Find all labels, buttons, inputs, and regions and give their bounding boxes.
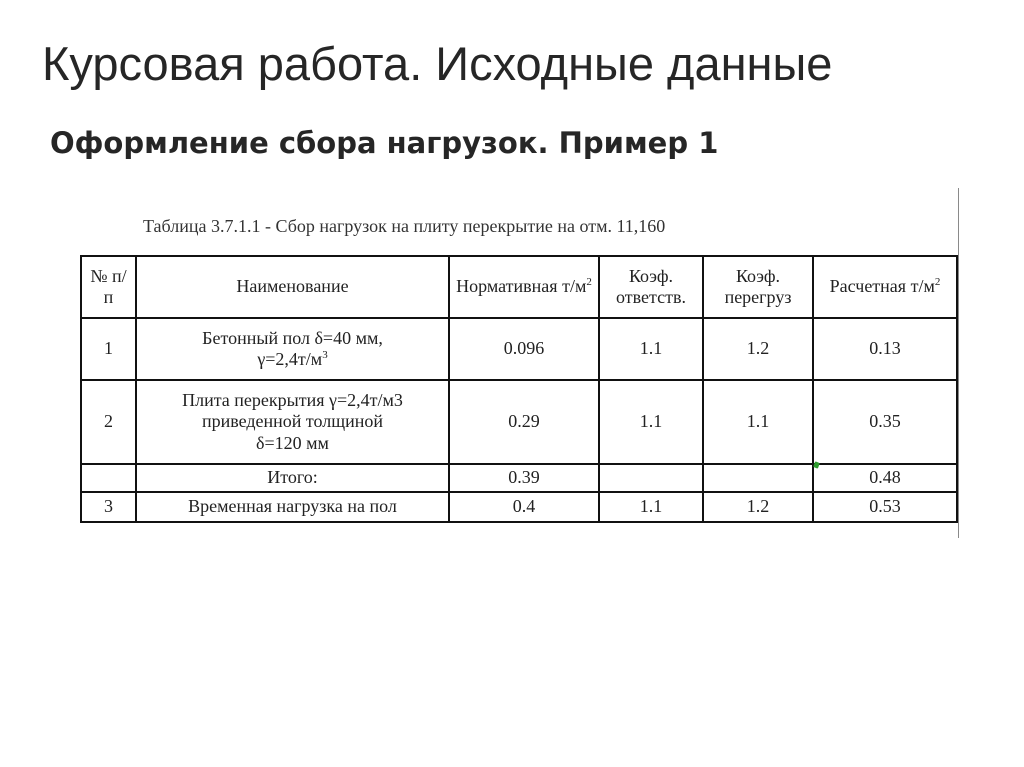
cell-coef-resp xyxy=(599,464,703,492)
cell-name-line: Бетонный пол δ=40 мм, xyxy=(202,327,383,348)
header-design-sup: 2 xyxy=(934,276,941,289)
header-name: Наименование xyxy=(136,256,449,318)
cell-coef-resp: 1.1 xyxy=(599,318,703,380)
cell-num: 2 xyxy=(81,380,136,464)
cell-normative: 0.096 xyxy=(449,318,599,380)
cell-name-line: δ=120 мм xyxy=(256,432,329,453)
loads-table xyxy=(80,255,958,523)
cell-name: Временная нагрузка на пол xyxy=(136,492,449,522)
table-header-row xyxy=(81,256,957,318)
header-design: Расчетная $т/м^2$ xyxy=(813,256,957,318)
cell-design: 0.13 xyxy=(813,318,957,380)
cell-name xyxy=(136,318,449,380)
image-border xyxy=(958,188,959,538)
cell-coef-overload: 1.2 xyxy=(703,318,813,380)
header-normative: Нормативная $т/м^2$ xyxy=(449,256,599,318)
cell-normative: 0.4 xyxy=(449,492,599,522)
table-row-total xyxy=(81,464,957,492)
table-row xyxy=(81,318,957,380)
header-num: № п/п xyxy=(81,256,136,318)
cell-num xyxy=(81,464,136,492)
cell-num: 3 xyxy=(81,492,136,522)
cell-design: 0.48 xyxy=(813,464,957,492)
header-normative-sup: 2 xyxy=(586,276,592,289)
slide-subtitle: Оформление сбора нагрузок. Пример 1 xyxy=(50,126,719,160)
cell-coef-resp: 1.1 xyxy=(599,492,703,522)
cell-coef-overload: 1.2 xyxy=(703,492,813,522)
header-coef-resp: Коэф. ответств. xyxy=(599,256,703,318)
cell-coef-overload xyxy=(703,464,813,492)
cell-design: 0.35 xyxy=(813,380,957,464)
table-row xyxy=(81,380,957,464)
cell-num: 1 xyxy=(81,318,136,380)
table-caption: Таблица 3.7.1.1 - Сбор нагрузок на плиту перекрытие на отм. 11,160 xyxy=(143,216,666,236)
cell-name: Итого: xyxy=(136,464,449,492)
cell-coef-resp: 1.1 xyxy=(599,380,703,464)
cell-name-line: Плита перекрытия γ=2,4т/м3 xyxy=(182,390,403,411)
cell-coef-overload: 1.1 xyxy=(703,380,813,464)
table-row xyxy=(81,492,957,522)
cell-normative: 0.29 xyxy=(449,380,599,464)
slide-title: Курсовая работа. Исходные данные xyxy=(42,37,833,90)
cell-normative: 0.39 xyxy=(449,464,599,492)
header-coef-overload: Коэф. перегруз xyxy=(703,256,813,318)
cell-name xyxy=(136,380,449,464)
cell-name-line: $\gamma=2,4т/м^3$ xyxy=(257,349,328,369)
cell-design: 0.53 xyxy=(813,492,957,522)
cell-name-line: приведенной толщиной xyxy=(201,411,384,432)
